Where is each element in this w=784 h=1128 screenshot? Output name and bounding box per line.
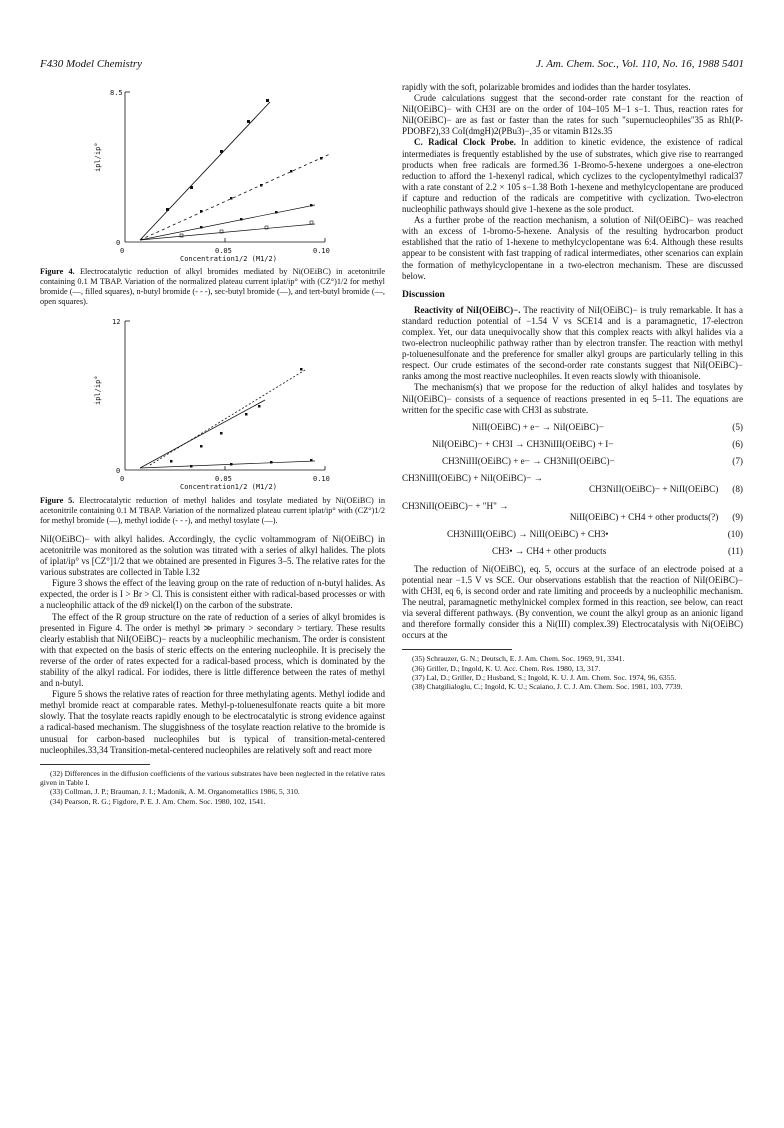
right-paragraph-1: rapidly with the soft, polarizable bromides and iodides than the harder tosylates. bbox=[402, 82, 691, 92]
left-paragraph-3: The effect of the R group structure on the rate of reduction of a series of alkyl bromides is presented in Figure 4. The order is methyl ≫ primary > secondary > tertiary. These results clearly establish that NiI(OEiBC)− reacts by a nucleophilic mechanism. The order is consistent with that expected on the basis of steric effects on the entering nucleophile. It is precisely the reverse of the order of rates expected for a radical-based process, which is dominated by the stability of the alkyl radical. For iodides, there is little difference between the rates of methyl and n-butyl. bbox=[40, 611, 385, 689]
fig5-series-methyl-bromide bbox=[140, 400, 265, 468]
figure-5-plot bbox=[40, 315, 385, 490]
footnote-33: (33) Collman, J. P.; Brauman, J. I.; Madonik, A. M. Organometallics 1986, 5, 310. bbox=[50, 787, 300, 797]
left-column bbox=[40, 82, 385, 806]
fig4-point bbox=[190, 186, 193, 189]
left-paragraph-4: Figure 5 shows the relative rates of reaction for three methylating agents. Methyl iodide and methyl bromide react at comparable rates. Methyl-p-toluenesulfonate reacts quite a bit more slowly. That the tosylate reacts rapidly enough to be electrocatalytic is strong evidence against a radical-based mechanism. The sluggishness of the tosylate reaction relative to the bromide is unusual for carbon-based nucleophiles but is typical of transition-metal-centered nucleophiles.33,34 Transition-metal-centered nucleophiles are relatively soft and react more bbox=[40, 689, 385, 755]
right-column bbox=[402, 82, 743, 691]
discussion-text-1: The reactivity of NiI(OEiBC)− is truly remarkable. It has a standard reduction potential of −1.54 V vs SCE14 and is a paramagnetic, 17-electron complex. Yet, our data unequivocally show that this complex reacts with alkyl halides via a two-electron nucleophilic pathway rather than by electron transfer. The reaction with methyl p-toluenesulfonate and the preference for smaller alkyl groups are particularly telling in this respect. Our crude estimates of the second-order rate constants suggest that NiI(OEiBC)− ranks among the most reactive nucleophiles. It even reacts slowly with thioanisole. bbox=[402, 304, 743, 382]
fig5-series-methyl-iodide bbox=[150, 370, 305, 465]
footnote-38: (38) Chatgilialoglu, C.; Ingold, K. U.; Scaiano, J. C. J. Am. Chem. Soc. 1981, 103, 7739. bbox=[412, 682, 683, 692]
radical-clock-paragraph bbox=[402, 137, 743, 215]
fig5-xtick-1: 0.05 bbox=[215, 475, 232, 484]
figure-4-caption bbox=[40, 267, 385, 307]
footnote-32: (32) Differences in the diffusion coefficients of the various substrates have been neglected in the relative rates given in Table I. bbox=[40, 768, 385, 788]
right-paragraph-final: The reduction of Ni(OEiBC), eq. 5, occurs at the surface of an electrode poised at a potential near −1.5 V vs SCE. Our observations establish that the reaction of NiI(OEiBC)− with CH3I, eq 6, is second order and rate limiting and proceeds by a nucleophilic mechanism. The neutral, paramagnetic methylnickel complex formed in this reaction, see below, can react via several different pathways. (By convention, we count the alkyl group as an anionic ligand and therefore formally consider this a Ni(III) complex.39) Electrocatalysis with Ni(OEiBC) occurs at the bbox=[402, 563, 743, 641]
figure-4-caption-text: Electrocatalytic reduction of alkyl bromides mediated by Ni(OEiBC) in acetonitrile containing 0.1 M TBAP. Variation of the normalized plateau current iplat/ip° with (CZ°)1/2 for methyl bromide (—, filled squares), n-butyl bromide (- - -), sec-butyl bromide (—), and tert-butyl bromide (—, open squares). bbox=[40, 267, 385, 307]
left-paragraph-1: NiI(OEiBC)− with alkyl halides. Accordingly, the cyclic voltammogram of Ni(OEiBC) in acetonitrile was monitored as the solution was titrated with a series of alkyl halides. The plots of iplat/ip° vs [CZ°]1/2 that we obtained are presented in Figures 3–5. The relative rates for the various substrates are collected in Table I.32 bbox=[40, 533, 385, 578]
left-paragraph-2: Figure 3 shows the effect of the leaving group on the rate of reduction of n-butyl halides. As expected, the order is I > Br > Cl. This is consistent either with radical-based processes or with a nucleophilic attack of the d9 nickel(I) on the carbon of the substrate. bbox=[40, 578, 385, 611]
fig5-ylabel: ipl/ip° bbox=[94, 375, 102, 406]
figure-4-caption-label: Figure 4. bbox=[40, 267, 75, 277]
discussion-paragraph-1 bbox=[402, 305, 743, 383]
left-footnotes bbox=[40, 769, 385, 806]
fig4-point bbox=[166, 208, 169, 211]
equation-8: CH3NiIII(OEiBC) + NiI(OEiBC)− → CH3NiII(OEiBC)− + NiII(OEiBC) (8) bbox=[402, 473, 743, 495]
fig5-yzero: 0 bbox=[116, 467, 121, 476]
fig4-xtick-1: 0.05 bbox=[215, 247, 232, 255]
figure-4-plot bbox=[40, 82, 385, 262]
fig5-series-methyl-tosylate bbox=[140, 461, 315, 468]
discussion-heading: Discussion bbox=[402, 289, 445, 300]
fig4-xlabel: Concentration1/2 (M1/2) bbox=[180, 255, 277, 262]
fig5-xtick-0: 0 bbox=[120, 475, 125, 484]
discussion-subheading: Reactivity of NiI(OEiBC)−. bbox=[414, 304, 521, 315]
fig4-xtick-0: 0 bbox=[120, 247, 125, 255]
footnote-36: (36) Griller, D.; Ingold, K. U. Acc. Chem. Res. 1980, 13, 317. bbox=[412, 663, 601, 673]
footnote-rule-left bbox=[40, 764, 150, 765]
discussion-paragraph-2: The mechanism(s) that we propose for the reduction of alkyl halides and tosylates by NiI(OEiBC)− consists of a sequence of reactions presented in eq 5–11. The equations are written for the specific case with CH3I as substrate. bbox=[402, 382, 743, 415]
fig5-xtick-2: 0.10 bbox=[313, 475, 330, 484]
figure-5-caption bbox=[40, 496, 385, 526]
fig4-ylabel: ipl/ip° bbox=[94, 142, 102, 172]
fig5-ytop: 12 bbox=[112, 318, 121, 327]
equation-10: CH3NiIII(OEiBC) → NiII(OEiBC) + CH3• (10) bbox=[447, 529, 743, 540]
fig4-ytop: 8.5 bbox=[110, 89, 123, 97]
fig4-xtick-2: 0.10 bbox=[313, 247, 330, 255]
running-header-right: J. Am. Chem. Soc., Vol. 110, No. 16, 1988 5401 bbox=[536, 58, 744, 70]
fig4-point bbox=[247, 120, 250, 123]
fig5-xlabel: Concentration1/2 (M1/2) bbox=[180, 483, 277, 491]
right-paragraph-2: Crude calculations suggest that the second-order rate constant for the reaction of NiI(OEiBC)− with CH3I are on the order of 104–105 M−1 s−1. Thus, reaction rates for NiI(OEiBC)− are as fast or faster than the rates for such "supernucleophiles"35 as RhI(P-PDOBF2),33 CoI(dmgH)2(PBu3)−,35 or vitamin B12s.35 bbox=[402, 93, 743, 137]
equation-5: NiII(OEiBC) + e− → NiI(OEiBC)− (5) bbox=[472, 421, 743, 432]
figure-5 bbox=[40, 315, 385, 525]
footnote-37: (37) Lal, D.; Griller, D.; Husband, S.; Ingold, K. U. J. Am. Chem. Soc. 1974, 96, 6355. bbox=[412, 672, 677, 682]
fig4-yzero: 0 bbox=[116, 239, 121, 247]
fig4-series-nbutyl bbox=[140, 154, 330, 240]
figure-4 bbox=[40, 82, 385, 307]
right-paragraph-4: As a further probe of the reaction mechanism, a solution of NiI(OEiBC)− was reached with an excess of 1-bromo-5-hexene. Analysis of the resulting hydrocarbon product established that the ratio of 1-hexene to methylcyclopentane was 6:4. Although these results appear to be consistent with fast trapping of radical intermediates, other scenarios can explain the formation of methylcyclopentane in a two-electron mechanism. These are discussed below. bbox=[402, 215, 743, 281]
footnote-34: (34) Pearson, R. G.; Figdore, P. E. J. Am. Chem. Soc. 1980, 102, 1541. bbox=[50, 796, 266, 806]
figure-5-caption-text: Electrocatalytic reduction of methyl halides and tosylate mediated by Ni(OEiBC) in acetonitrile containing 0.1 M TBAP. Variation of the normalized plateau current iplat/ip° with (CZ°)1/2 for methyl bromide (—), methyl iodide (- - -), and methyl tosylate (—). bbox=[40, 495, 385, 525]
equation-9: CH3NiII(OEiBC)− + "H" → NiII(OEiBC) + CH4 + other products(?) (9) bbox=[402, 501, 743, 523]
running-header-left: F430 Model Chemistry bbox=[40, 58, 143, 70]
radical-clock-heading: C. Radical Clock Probe. bbox=[414, 137, 516, 148]
figure-5-caption-label: Figure 5. bbox=[40, 495, 75, 505]
footnote-rule-right bbox=[402, 649, 512, 650]
equation-11: CH3• → CH4 + other products (11) bbox=[492, 546, 743, 557]
fig4-point bbox=[266, 99, 269, 102]
fig4-series-tertbutyl bbox=[140, 224, 315, 240]
equation-7: CH3NiIII(OEiBC) + e− → CH3NiII(OEiBC)− (7) bbox=[442, 455, 743, 466]
fig4-point bbox=[220, 150, 223, 153]
equation-6: NiI(OEiBC)− + CH3I → CH3NiIII(OEiBC) + I− (6) bbox=[432, 438, 743, 449]
right-footnotes bbox=[402, 654, 743, 691]
fig4-series-methyl bbox=[140, 102, 270, 240]
footnote-35: (35) Schrauzer, G. N.; Deutsch, E. J. Am. Chem. Soc. 1969, 91, 3341. bbox=[412, 654, 625, 664]
radical-clock-text: In addition to kinetic evidence, the existence of radical intermediates is frequently established by the use of substrates, which give rise to rearranged products when free radicals are formed.36 1-Bromo-5-hexene undergoes a one-electron reduction to afford the 1-hexenyl radical, which cyclizes to the cyclopentylmethyl radical37 with a rate constant of 2.2 × 105 s−1.38 Both 1-hexene and methylcyclopentane are produced if capture and reduction of the radicals are competitive with cyclization. Two-electron nucleophilic pathways should give 1-hexene as the sole product. bbox=[402, 137, 743, 215]
